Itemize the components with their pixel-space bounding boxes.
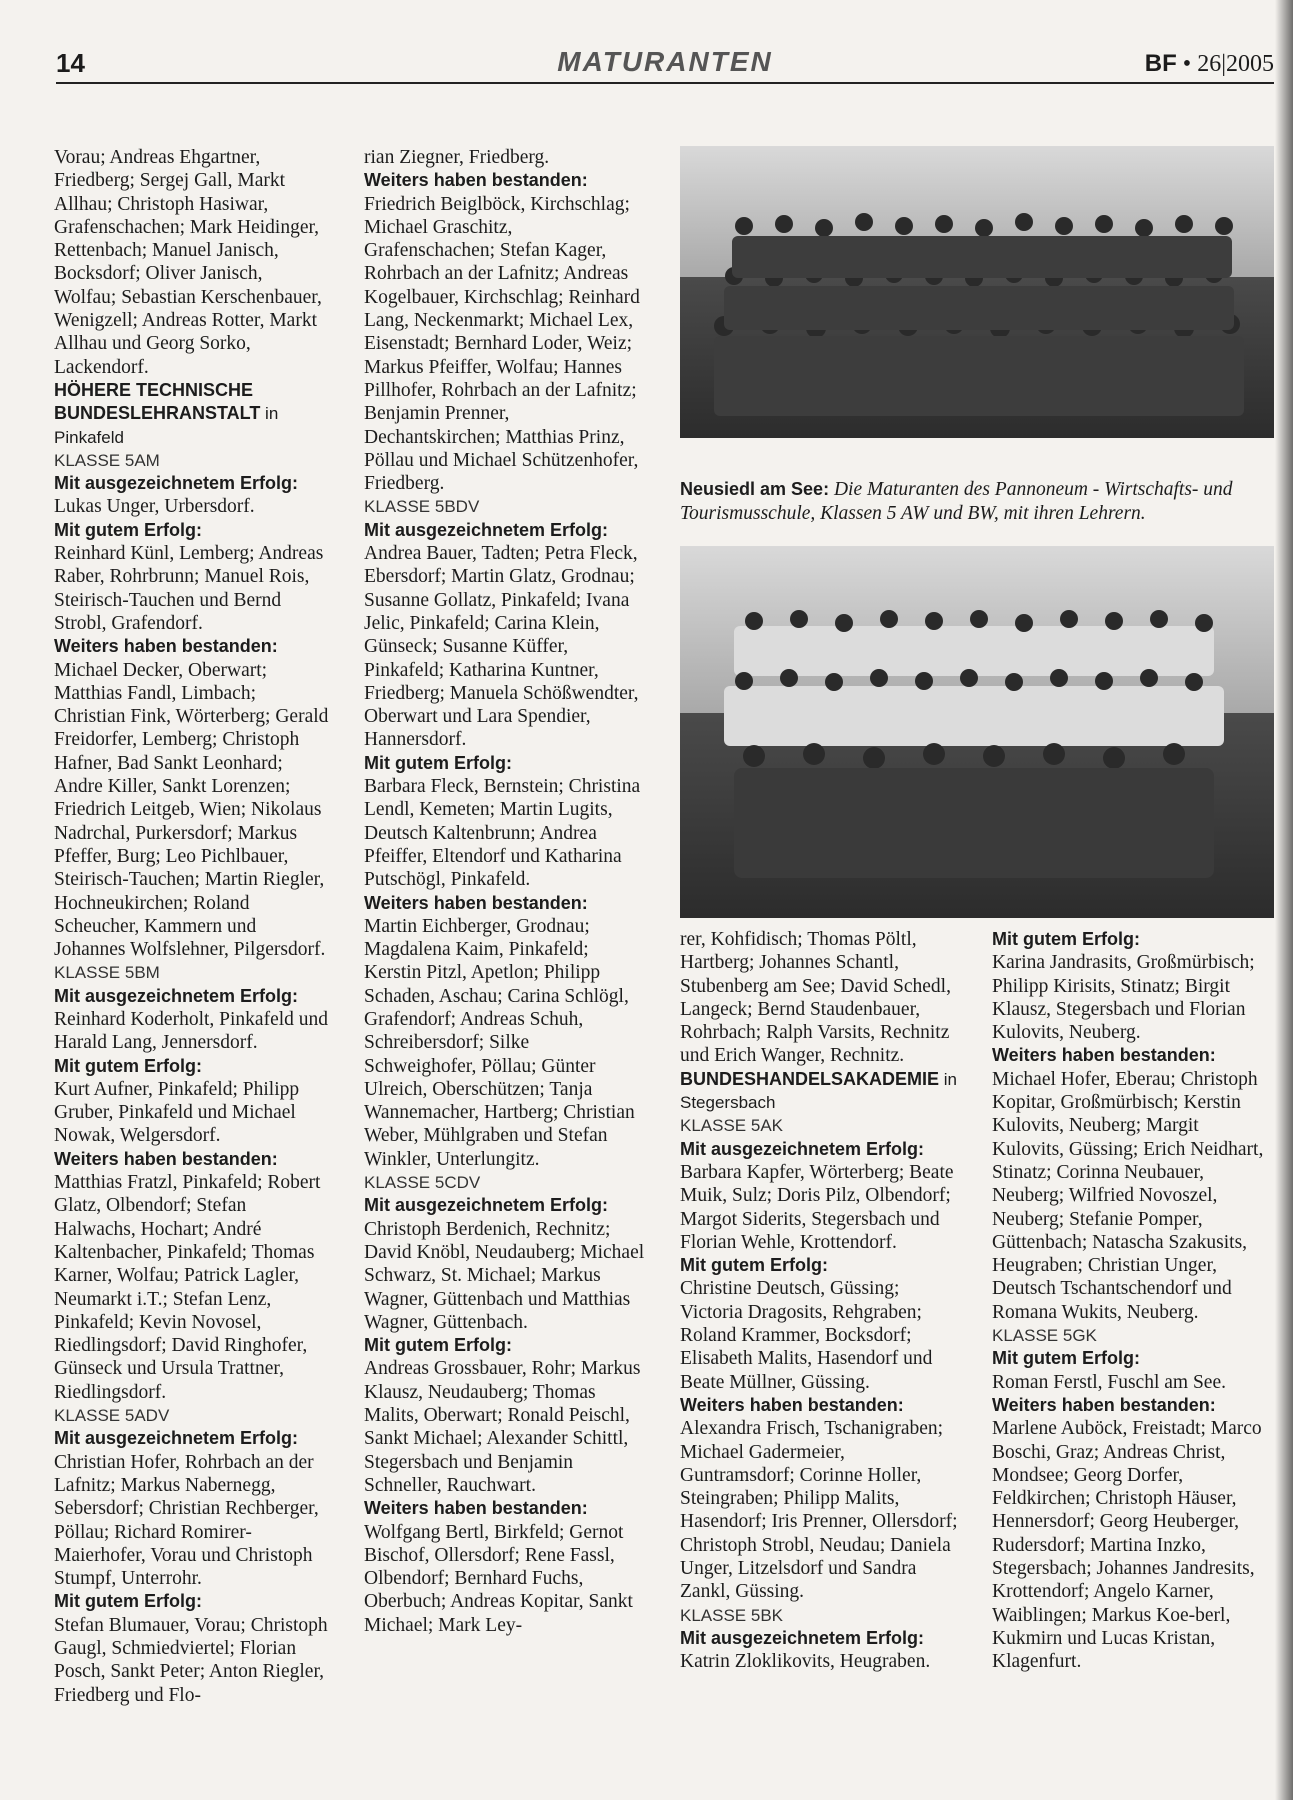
page-edge-shadow — [1275, 0, 1293, 1800]
paragraph: Christoph Berdenich, Rechnitz; David Knöbl, Neudauberg; Michael Schwarz, St. Michael; Markus Wagner, Güttenbach und Matthias Wagner, Güttenbach. — [364, 1218, 645, 1333]
subheading: Mit ausgezeichnetem Erfolg: — [680, 1627, 925, 1648]
section-title: MATURANTEN — [557, 46, 773, 77]
class-label: KLASSE 5AM — [54, 450, 160, 470]
paragraph: Lukas Unger, Urbersdorf. — [54, 496, 255, 518]
class-label: KLASSE 5BK — [680, 1605, 784, 1625]
paragraph: rian Ziegner, Friedberg. — [364, 147, 550, 168]
article-column-3 — [680, 928, 960, 1674]
subheading: Mit gutem Erfolg: — [54, 1591, 202, 1612]
subheading: Mit ausgezeichnetem Erfolg: — [364, 1195, 609, 1216]
masthead-bullet: • — [1182, 51, 1192, 77]
school-name: BUNDESHANDELSAKADEMIE — [680, 1068, 940, 1089]
class-label: KLASSE 5BDV — [364, 497, 480, 517]
paragraph: Barbara Kapfer, Wörterberg; Beate Muik, Sulz; Doris Pilz, Olbendorf; Margot Siderits, Stegersbach und Florian Wehle, Krottendorf. — [680, 1161, 954, 1253]
article-column-1 — [54, 146, 329, 1707]
paragraph: Barbara Fleck, Bernstein; Christina Lendl, Kemeten; Martin Lugits, Deutsch Kaltenbrunn; Andrea Pfeiffer, Eltendorf und Katharina Putschögl, Pinkafeld. — [364, 776, 641, 891]
caption-text: Die Maturanten des Pannoneum - Wirtschafts- und Tourismusschule, Klassen 5 AW und BW, mit ihren Lehrern. — [680, 479, 1233, 524]
masthead — [1145, 50, 1274, 78]
subheading: Weiters haben bestanden: — [992, 1394, 1216, 1415]
subheading: Mit ausgezeichnetem Erfolg: — [54, 985, 299, 1006]
people-silhouettes — [704, 186, 1252, 426]
subheading: Mit gutem Erfolg: — [54, 1055, 202, 1076]
subheading: Weiters haben bestanden: — [54, 1148, 278, 1169]
paragraph: Reinhard Künl, Lemberg; Andreas Raber, Rohrbrunn; Manuel Rois, Steirisch-Tauchen und Bernd Strobl, Grafendorf. — [54, 543, 324, 634]
paragraph: Matthias Fratzl, Pinkafeld; Robert Glatz, Olbendorf; Stefan Halwachs, Hochart; André Kaltenbacher, Pinkafeld; Thomas Karner, Wolfau; Patrick Lagler, Neumarkt i.T.; Stefan Lenz, Pinkafeld; Kevin Novosel, Riedlingsdorf; David Ringhofer, Günseck und Ursula Trattner, Riedlingsdorf. — [54, 1172, 321, 1403]
paragraph: Katrin Zloklikovits, Heugraben. — [680, 1651, 931, 1673]
paragraph: Andrea Bauer, Tadten; Petra Fleck, Ebersdorf; Martin Glatz, Grodnau; Susanne Gollatz, Pinkafeld; Ivana Jelic, Pinkafeld; Carina Klein, Günseck; Susanne Küffer, Pinkafeld; Katharina Kuntner, Friedberg; Manuela Schößwendter, Oberwart und Lara Spendier, Hannersdorf. — [364, 543, 639, 751]
class-label: KLASSE 5ADV — [54, 1406, 170, 1426]
school-location: in Stegersbach — [680, 1069, 957, 1113]
subheading: Mit gutem Erfolg: — [680, 1255, 828, 1276]
paragraph: Wolfgang Bertl, Birkfeld; Gernot Bischof, Ollersdorf; Rene Fassl, Olbendorf; Bernhard Fuchs, Oberbuch; Andreas Kopitar, Sankt Michael; Mark Ley- — [364, 1521, 633, 1636]
subheading: Weiters haben bestanden: — [364, 1498, 588, 1519]
subheading: Mit gutem Erfolg: — [364, 1335, 512, 1356]
class-label: KLASSE 5GK — [992, 1326, 1097, 1346]
subheading: Mit ausgezeichnetem Erfolg: — [54, 473, 299, 494]
caption-place: Neusiedl am See: — [680, 479, 830, 499]
paragraph: Reinhard Koderholt, Pinkafeld und Harald Lang, Jennersdorf. — [54, 1008, 329, 1054]
subheading: Mit gutem Erfolg: — [992, 1348, 1140, 1369]
school-name: HÖHERE TECHNISCHE BUNDESLEHRANSTALT — [54, 379, 261, 424]
masthead-logo: BF — [1144, 50, 1177, 77]
subheading: Weiters haben bestanden: — [992, 1045, 1216, 1066]
group-photo-top — [680, 146, 1274, 438]
header-rule — [56, 82, 1274, 84]
people-silhouettes — [704, 586, 1252, 906]
photo-caption — [680, 478, 1274, 525]
paragraph: Andreas Grossbauer, Rohr; Markus Klausz, Neudauberg; Thomas Malits, Oberwart; Ronald Peischl, Sankt Michael; Alexander Schittl, Stegersbach und Benjamin Schneller, Rauchwart. — [364, 1358, 641, 1496]
paragraph: Marlene Auböck, Freistadt; Marco Boschi, Graz; Andreas Christ, Mondsee; Georg Dorfer, Feldkirchen; Christoph Häuser, Hennersdorf; Georg Heuberger, Rudersdorf; Martina Inzko, Stegersbach; Johannes Jandresits, Krottendorf; Angelo Karner, Waiblingen; Markus Koe-berl, Kukmirn und Lucas Kristan, Klagenfurt. — [992, 1418, 1262, 1673]
subheading: Weiters haben bestanden: — [680, 1394, 904, 1415]
subheading: Mit gutem Erfolg: — [364, 752, 512, 773]
paragraph: Alexandra Frisch, Tschanigraben; Michael Gadermeier, Guntramsdorf; Corinne Holler, Steingraben; Philipp Malits, Hasendorf; Iris Prenner, Ollersdorf; Christoph Strobl, Neudau; Daniela Unger, Litzelsdorf und Sandra Zankl, Güssing. — [680, 1418, 958, 1603]
paragraph: Stefan Blumauer, Vorau; Christoph Gaugl, Schmiedviertel; Florian Posch, Sankt Peter; Anton Riegler, Friedberg und Flo- — [54, 1614, 328, 1706]
page-header — [56, 40, 1274, 84]
page-number: 14 — [56, 48, 85, 78]
paragraph: Vorau; Andreas Ehgartner, Friedberg; Sergej Gall, Markt Allhau; Christoph Hasiwar, Grafenschachen; Mark Heidinger, Rettenbach; Manuel Janisch, Bocksdorf; Oliver Janisch, Wolfau; Sebastian Kerschenbauer, Wenigzell; Andreas Rotter, Markt Allhau und Georg Sorko, Lackendorf. — [54, 147, 322, 378]
paragraph: Christian Hofer, Rohrbach an der Lafnitz; Markus Nabernegg, Sebersdorf; Christian Rechberger, Pöllau; Richard Romirer-Maierhofer, Vorau und Christoph Stumpf, Unterrohr. — [54, 1451, 319, 1590]
subheading: Mit ausgezeichnetem Erfolg: — [54, 1428, 299, 1449]
paragraph: Karina Jandrasits, Großmürbisch; Philipp Kirisits, Stinatz; Birgit Klausz, Stegersbach und Florian Kulovits, Neuberg. — [992, 952, 1255, 1044]
paragraph: Kurt Aufner, Pinkafeld; Philipp Gruber, Pinkafeld und Michael Nowak, Welgersdorf. — [54, 1078, 300, 1147]
subheading: Weiters haben bestanden: — [364, 170, 588, 191]
paragraph: Michael Decker, Oberwart; Matthias Fandl, Limbach; Christian Fink, Wörterberg; Gerald Freidorfer, Lemberg; Christoph Hafner, Bad Sankt Leonhard; Andre Killer, Sankt Lorenzen; Friedrich Leitgeb, Wien; Nikolaus Nadrchal, Purkersdorf; Markus Pfeffer, Burg; Leo Pichlbauer, Steirisch-Tauchen; Martin Riegler, Hochneukirchen; Roland Scheucher, Kammern und Johannes Wolfslehner, Pilgersdorf. — [54, 659, 329, 961]
issue-number: 26|2005 — [1197, 51, 1274, 77]
article-column-4 — [992, 928, 1267, 1674]
paragraph: Roman Ferstl, Fuschl am See. — [992, 1371, 1226, 1393]
paragraph: Martin Eichberger, Grodnau; Magdalena Kaim, Pinkafeld; Kerstin Pitzl, Apetlon; Philipp Schaden, Aschau; Carina Schlögl, Grafendorf; Andreas Schuh, Schreibersdorf; Silke Schweighofer, Pöllau; Günter Ulreich, Oberschützen; Tanja Wannemacher, Hartberg; Christian Weber, Mühlgraben und Stefan Winkler, Unterlungitz. — [364, 915, 635, 1170]
subheading: Mit gutem Erfolg: — [54, 519, 202, 540]
paragraph: rer, Kohfidisch; Thomas Pöltl, Hartberg; Johannes Schantl, Stubenberg am See; David Schedl, Langeck; Bernd Staudenbauer, Rohrbach; Ralph Varsits, Rechnitz und Erich Wanger, Rechnitz. — [680, 929, 951, 1067]
school-location: in Pinkafeld — [54, 404, 279, 447]
paragraph: Friedrich Beiglböck, Kirchschlag; Michael Graschitz, Grafenschachen; Stefan Kager, Rohrbach an der Lafnitz; Andreas Kogelbauer, Kirchschlag; Reinhard Lang, Neckenmarkt; Michael Lex, Eisenstadt; Bernhard Loder, Weiz; Markus Pfeiffer, Wolfau; Hannes Pillhofer, Rohrbach an der Lafnitz; Benjamin Prenner, Dechantskirchen; Matthias Prinz, Pöllau und Michael Schützenhofer, Friedberg. — [364, 193, 640, 495]
group-photo-bottom — [680, 546, 1274, 918]
subheading: Weiters haben bestanden: — [364, 892, 588, 913]
school-heading — [680, 1068, 960, 1115]
class-label: KLASSE 5CDV — [364, 1173, 481, 1193]
class-label: KLASSE 5BM — [54, 963, 160, 983]
subheading: Mit gutem Erfolg: — [992, 929, 1140, 949]
class-label: KLASSE 5AK — [680, 1116, 784, 1136]
paragraph: Michael Hofer, Eberau; Christoph Kopitar, Großmürbisch; Kerstin Kulovits, Neuberg; Margit Kulovits, Güssing; Erich Neidhart, Stinatz; Corinna Neubauer, Neuberg; Wilfried Novoszel, Neuberg; Stefanie Pomper, Güttenbach; Natascha Szakusits, Heugraben; Christian Unger, Deutsch Tschantschendorf und Romana Wukits, Neuberg. — [992, 1068, 1264, 1323]
subheading: Mit ausgezeichnetem Erfolg: — [364, 519, 609, 540]
subheading: Mit ausgezeichnetem Erfolg: — [680, 1138, 925, 1159]
paragraph: Christine Deutsch, Güssing; Victoria Dragosits, Rehgraben; Roland Krammer, Bocksdorf; Elisabeth Malits, Hasendorf und Beate Müllner, Güssing. — [680, 1278, 933, 1393]
article-column-2 — [364, 146, 646, 1637]
school-heading — [54, 379, 329, 449]
subheading: Weiters haben bestanden: — [54, 636, 278, 657]
